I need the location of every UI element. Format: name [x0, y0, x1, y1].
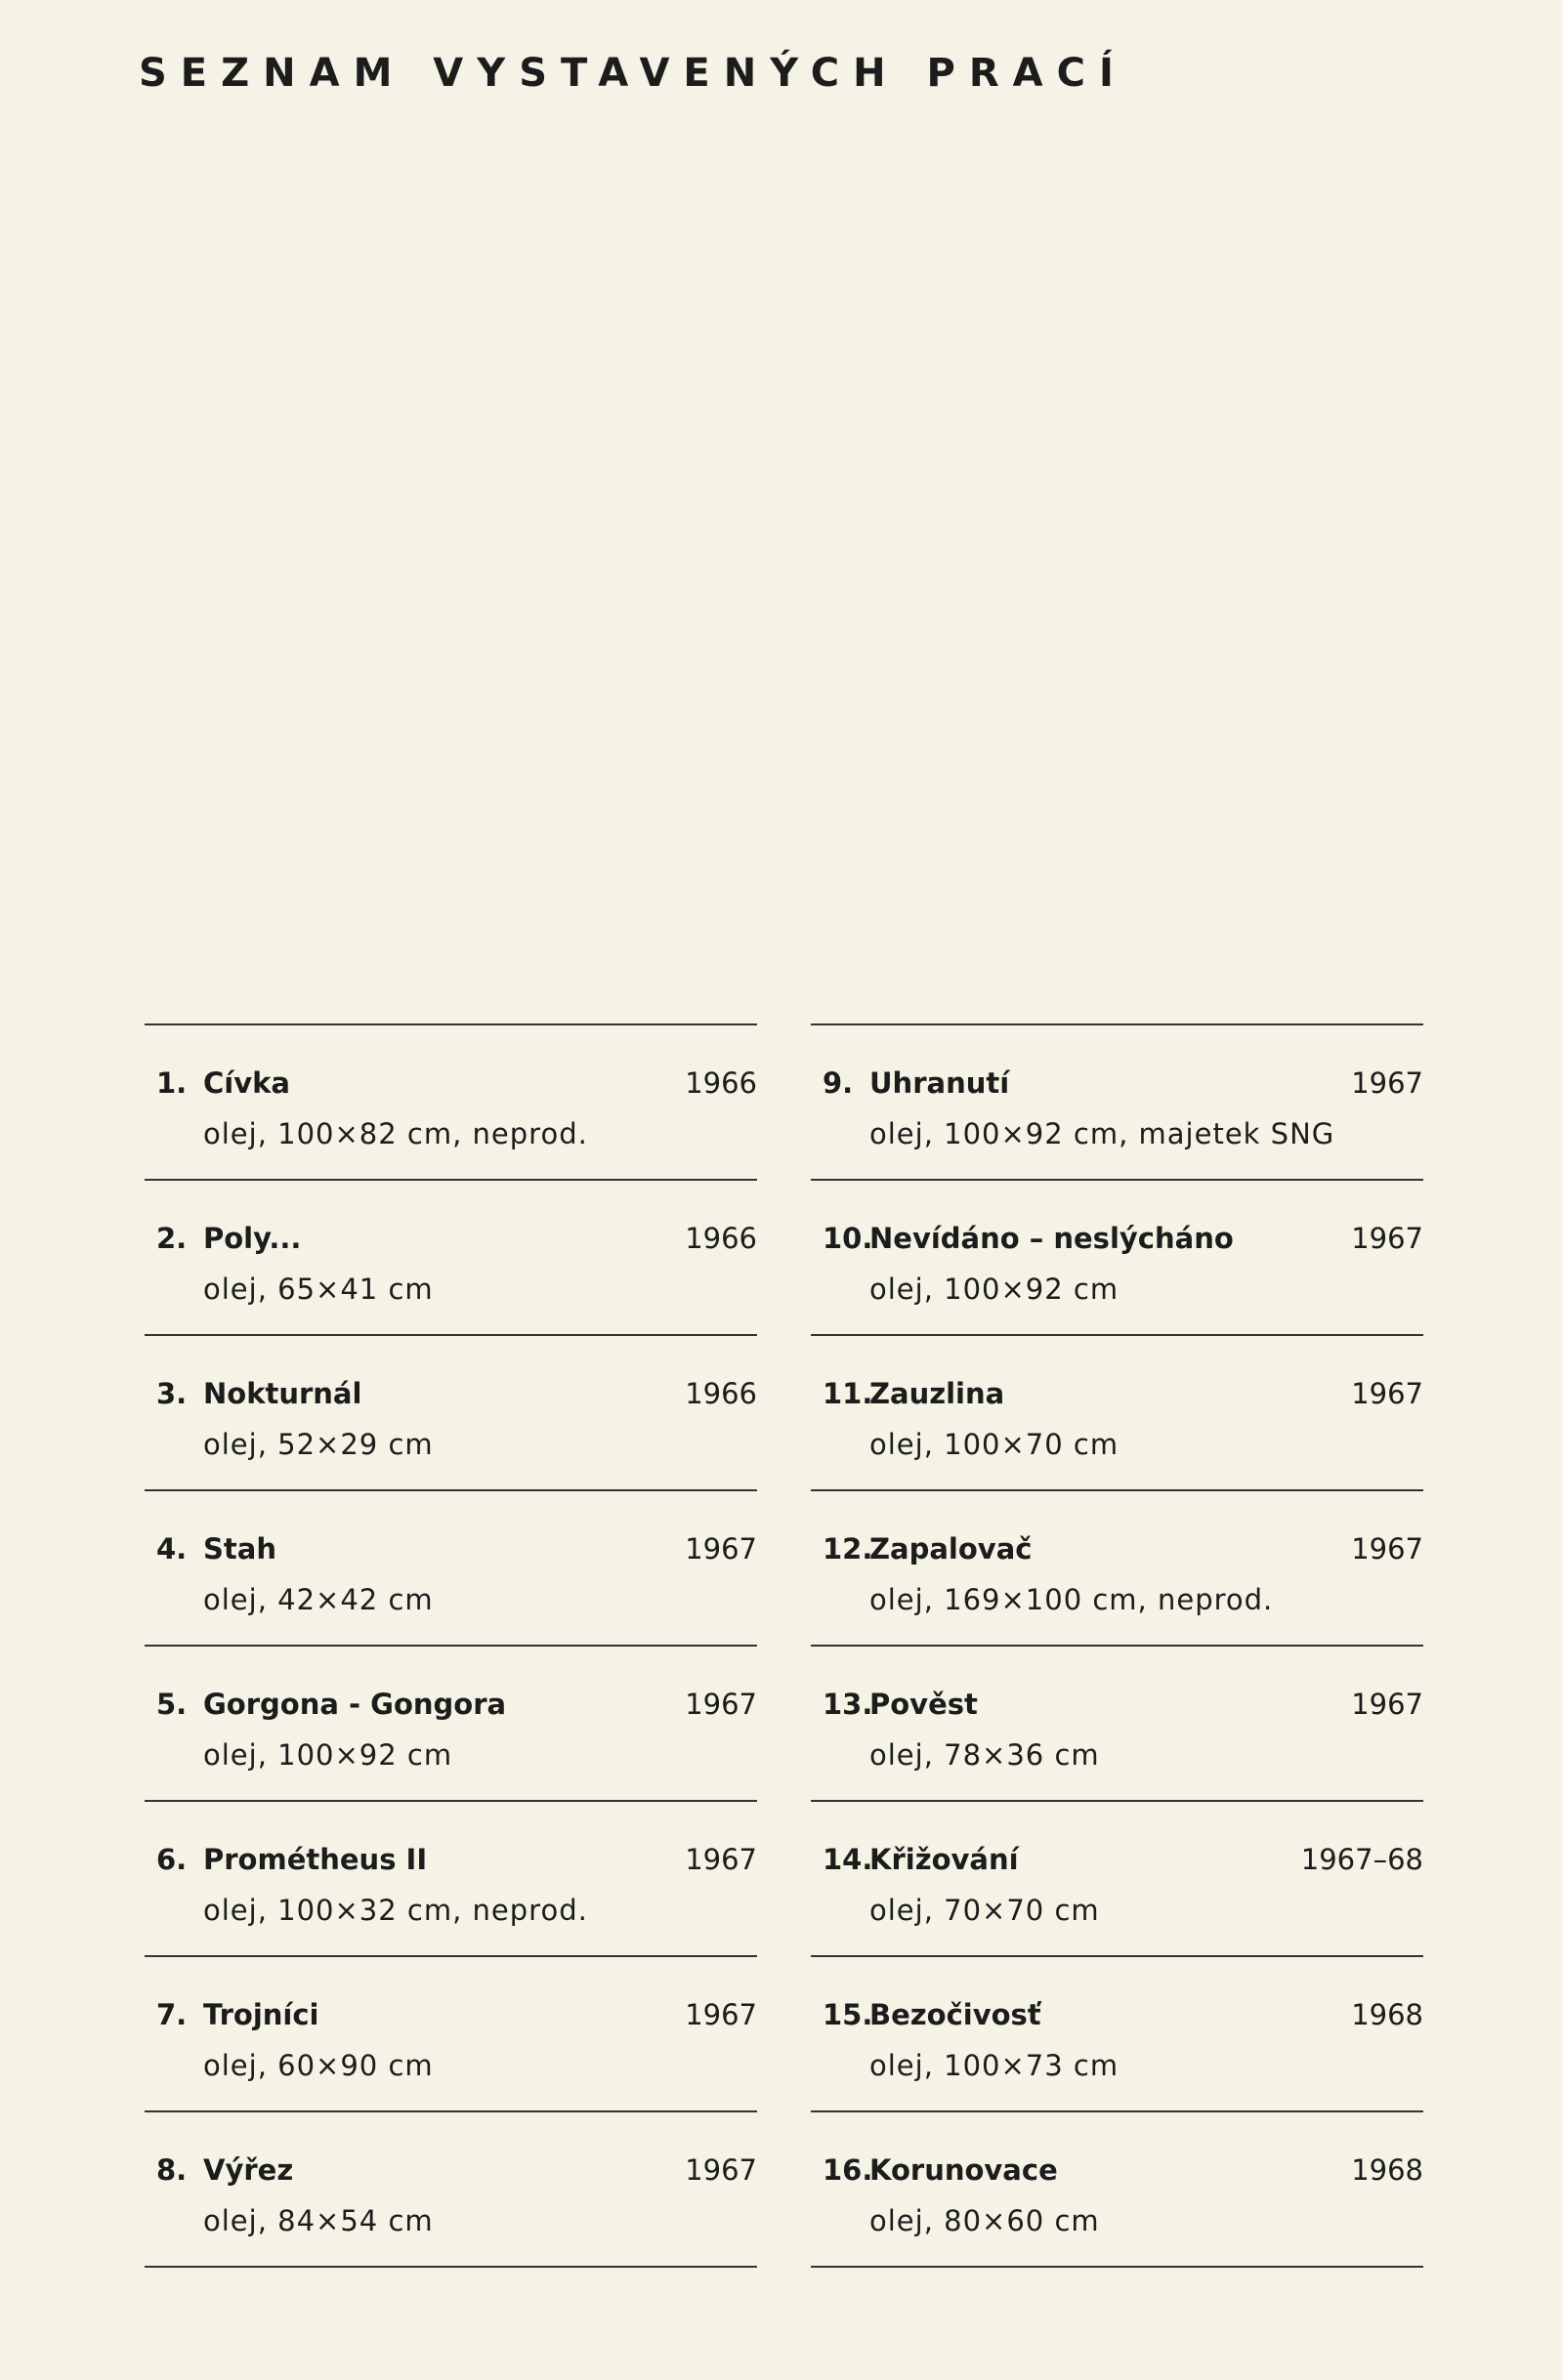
- work-entry: [145, 1181, 757, 1336]
- work-entry: [811, 1336, 1423, 1491]
- work-medium: olej, 80×60 cm: [869, 2204, 1100, 2237]
- work-title: Poly...: [203, 1222, 302, 1255]
- work-year: 1967: [1351, 1688, 1423, 1721]
- work-year: 1967: [1351, 1222, 1423, 1255]
- work-medium: olej, 84×54 cm: [203, 2204, 434, 2237]
- works-list-right: [811, 1023, 1423, 2268]
- work-entry: [811, 1491, 1423, 1647]
- work-entry: [145, 1025, 757, 1181]
- work-year: 1967: [685, 2153, 757, 2187]
- page-title: SEZNAM VYSTAVENÝCH PRACÍ: [139, 51, 1127, 96]
- work-title: Křižování: [869, 1843, 1019, 1876]
- work-entry: [145, 1647, 757, 1802]
- work-number: 4.: [156, 1532, 188, 1566]
- work-medium: olej, 100×73 cm: [869, 2049, 1119, 2082]
- work-title: Cívka: [203, 1066, 290, 1100]
- work-entry: [145, 1336, 757, 1491]
- work-entry: [145, 1802, 757, 1957]
- work-medium: olej, 100×70 cm: [869, 1428, 1119, 1461]
- work-number: 2.: [156, 1222, 188, 1255]
- work-year: 1967: [685, 1843, 757, 1876]
- work-title: Prométheus II: [203, 1843, 428, 1876]
- work-medium: olej, 100×92 cm, majetek SNG: [869, 1117, 1335, 1150]
- work-medium: olej, 100×32 cm, neprod.: [203, 1894, 588, 1927]
- work-entry: [811, 1647, 1423, 1802]
- work-year: 1968: [1351, 2153, 1423, 2187]
- work-year: 1966: [685, 1222, 757, 1255]
- work-medium: olej, 100×92 cm: [203, 1738, 453, 1772]
- work-entry: [145, 1957, 757, 2112]
- work-number: 8.: [156, 2153, 188, 2187]
- work-year: 1967–68: [1300, 1843, 1423, 1876]
- work-number: 7.: [156, 1998, 188, 2031]
- work-year: 1967: [1351, 1532, 1423, 1566]
- work-title: Gorgona - Gongora: [203, 1688, 507, 1721]
- works-list-left: [145, 1023, 757, 2268]
- work-entry: [811, 1957, 1423, 2112]
- work-number: 9.: [823, 1066, 854, 1100]
- work-medium: olej, 78×36 cm: [869, 1738, 1100, 1772]
- work-title: Výřez: [203, 2153, 294, 2187]
- work-year: 1967: [1351, 1377, 1423, 1410]
- work-title: Bezočivosť: [869, 1998, 1041, 2031]
- work-medium: olej, 52×29 cm: [203, 1428, 434, 1461]
- work-number: 15.: [823, 1998, 873, 2031]
- work-title: Nokturnál: [203, 1377, 362, 1410]
- work-entry: [145, 2112, 757, 2268]
- work-year: 1967: [685, 1998, 757, 2031]
- work-title: Nevídáno – neslýcháno: [869, 1222, 1234, 1255]
- work-number: 6.: [156, 1843, 188, 1876]
- work-number: 13.: [823, 1688, 873, 1721]
- work-entry: [811, 2112, 1423, 2268]
- work-medium: olej, 70×70 cm: [869, 1894, 1100, 1927]
- work-entry: [811, 1802, 1423, 1957]
- work-number: 12.: [823, 1532, 873, 1566]
- work-title: Pověst: [869, 1688, 978, 1721]
- work-number: 14.: [823, 1843, 873, 1876]
- work-year: 1967: [685, 1532, 757, 1566]
- work-medium: olej, 100×92 cm: [869, 1273, 1119, 1306]
- work-title: Trojníci: [203, 1998, 319, 2031]
- work-title: Zauzlina: [869, 1377, 1005, 1410]
- work-entry: [811, 1025, 1423, 1181]
- work-number: 3.: [156, 1377, 188, 1410]
- work-medium: olej, 60×90 cm: [203, 2049, 434, 2082]
- work-year: 1967: [685, 1688, 757, 1721]
- work-number: 5.: [156, 1688, 188, 1721]
- work-medium: olej, 169×100 cm, neprod.: [869, 1583, 1274, 1616]
- work-medium: olej, 100×82 cm, neprod.: [203, 1117, 588, 1150]
- work-entry: [145, 1491, 757, 1647]
- work-medium: olej, 65×41 cm: [203, 1273, 434, 1306]
- work-year: 1966: [685, 1377, 757, 1410]
- work-title: Korunovace: [869, 2153, 1058, 2187]
- work-number: 16.: [823, 2153, 873, 2187]
- work-entry: [811, 1181, 1423, 1336]
- work-number: 1.: [156, 1066, 188, 1100]
- work-year: 1966: [685, 1066, 757, 1100]
- work-number: 11.: [823, 1377, 873, 1410]
- work-title: Stah: [203, 1532, 276, 1566]
- work-medium: olej, 42×42 cm: [203, 1583, 434, 1616]
- work-title: Zapalovač: [869, 1532, 1033, 1566]
- work-number: 10.: [823, 1222, 873, 1255]
- work-title: Uhranutí: [869, 1066, 1010, 1100]
- work-year: 1967: [1351, 1066, 1423, 1100]
- work-year: 1968: [1351, 1998, 1423, 2031]
